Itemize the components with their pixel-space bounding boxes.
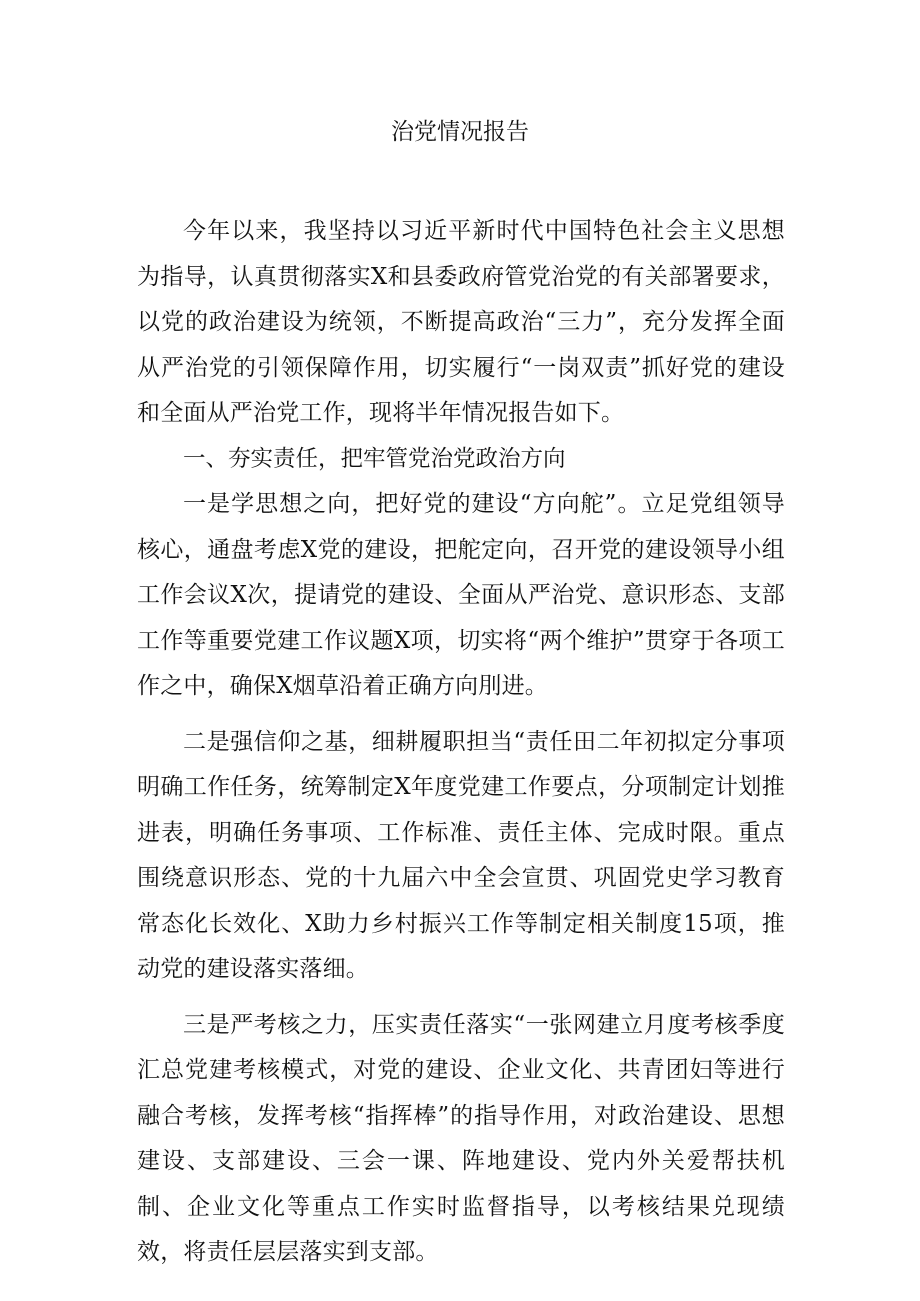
document-title: 治党情况报告 [391,119,529,145]
section-paragraph-3: 三是严考核之力，压实责任落实“一张网建立月度考核季度汇总党建考核模式，对党的建设、企业文化、共青团妇等进行融合考核，发挥考核“指挥棒”的指导作用，对政治建设、思想建设、支部建设、三会一课、阵地建设、党内外关爱帮扶机制、企业文化等重点工作实时监督指导，以考核结果兑现绩效，将责任层层落实到支部。 [137,1011,785,1265]
paragraph-gap [137,993,785,1003]
paragraph-gap [137,710,785,720]
document-body [137,209,785,1276]
section-paragraph-2: 二是强信仰之基，细耕履职担当“责任田二年初拟定分事项明确工作任务，统筹制定X年度党建工作要点，分项制定计划推进表，明确任务事项、工作标准、责任主体、完成时限。重点围绕意识形态、党的十九届六中全会宣贯、巩固党史学习教育常态化长效化、X助力乡村振兴工作等制定相关制度15项，推动党的建设落实落细。 [137,728,785,982]
intro-paragraph: 今年以来，我坚持以习近平新时代中国特色社会主义思想为指导，认真贯彻落实X和县委政府管党治党的有关部署要求，以党的政治建设为统领，不断提高政治“三力”，充分发挥全面从严治党的引领保障作用，切实履行“一岗双责”抓好党的建设和全面从严治党工作，现将半年情况报告如下。 [137,218,785,426]
section-heading: 一、夯实责任，把牢管党治党政治方向 [183,445,566,472]
section-paragraph-1: 一是学思想之向，把好党的建设“方向舵”。立足党组领导核心，通盘考虑X党的建设，把舵定向，召开党的建设领导小组工作会议X次，提请党的建设、全面从严治党、意识形态、支部工作等重要党建工作议题X项，切实将“两个维护”贯穿于各项工作之中，确保X烟草沿着正确方向刖进。 [137,491,785,699]
